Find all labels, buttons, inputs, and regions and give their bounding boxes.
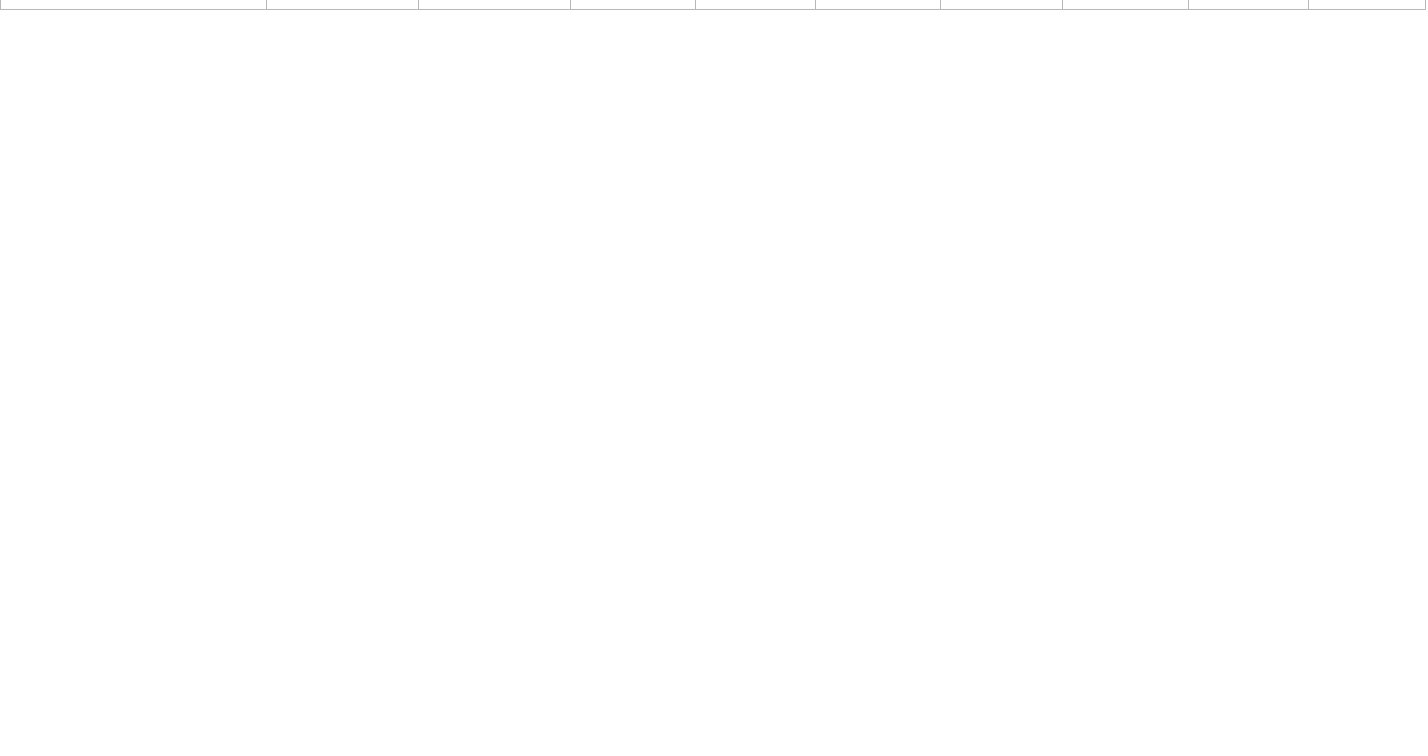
- doctor-cell[interactable]: [696, 0, 816, 10]
- doctor-cell[interactable]: [571, 0, 696, 10]
- table-row: [1, 0, 1426, 10]
- room-cell[interactable]: [419, 0, 571, 10]
- dept-cell[interactable]: [1, 0, 267, 10]
- doctor-cell[interactable]: [1189, 0, 1309, 10]
- doctor-cell[interactable]: [1309, 0, 1426, 10]
- schedule-table: [0, 0, 1426, 10]
- schedule-body: [1, 0, 1426, 10]
- doctor-cell[interactable]: [1063, 0, 1189, 10]
- doctor-cell[interactable]: [941, 0, 1063, 10]
- doctor-cell[interactable]: [816, 0, 941, 10]
- campus-cell[interactable]: [267, 0, 419, 10]
